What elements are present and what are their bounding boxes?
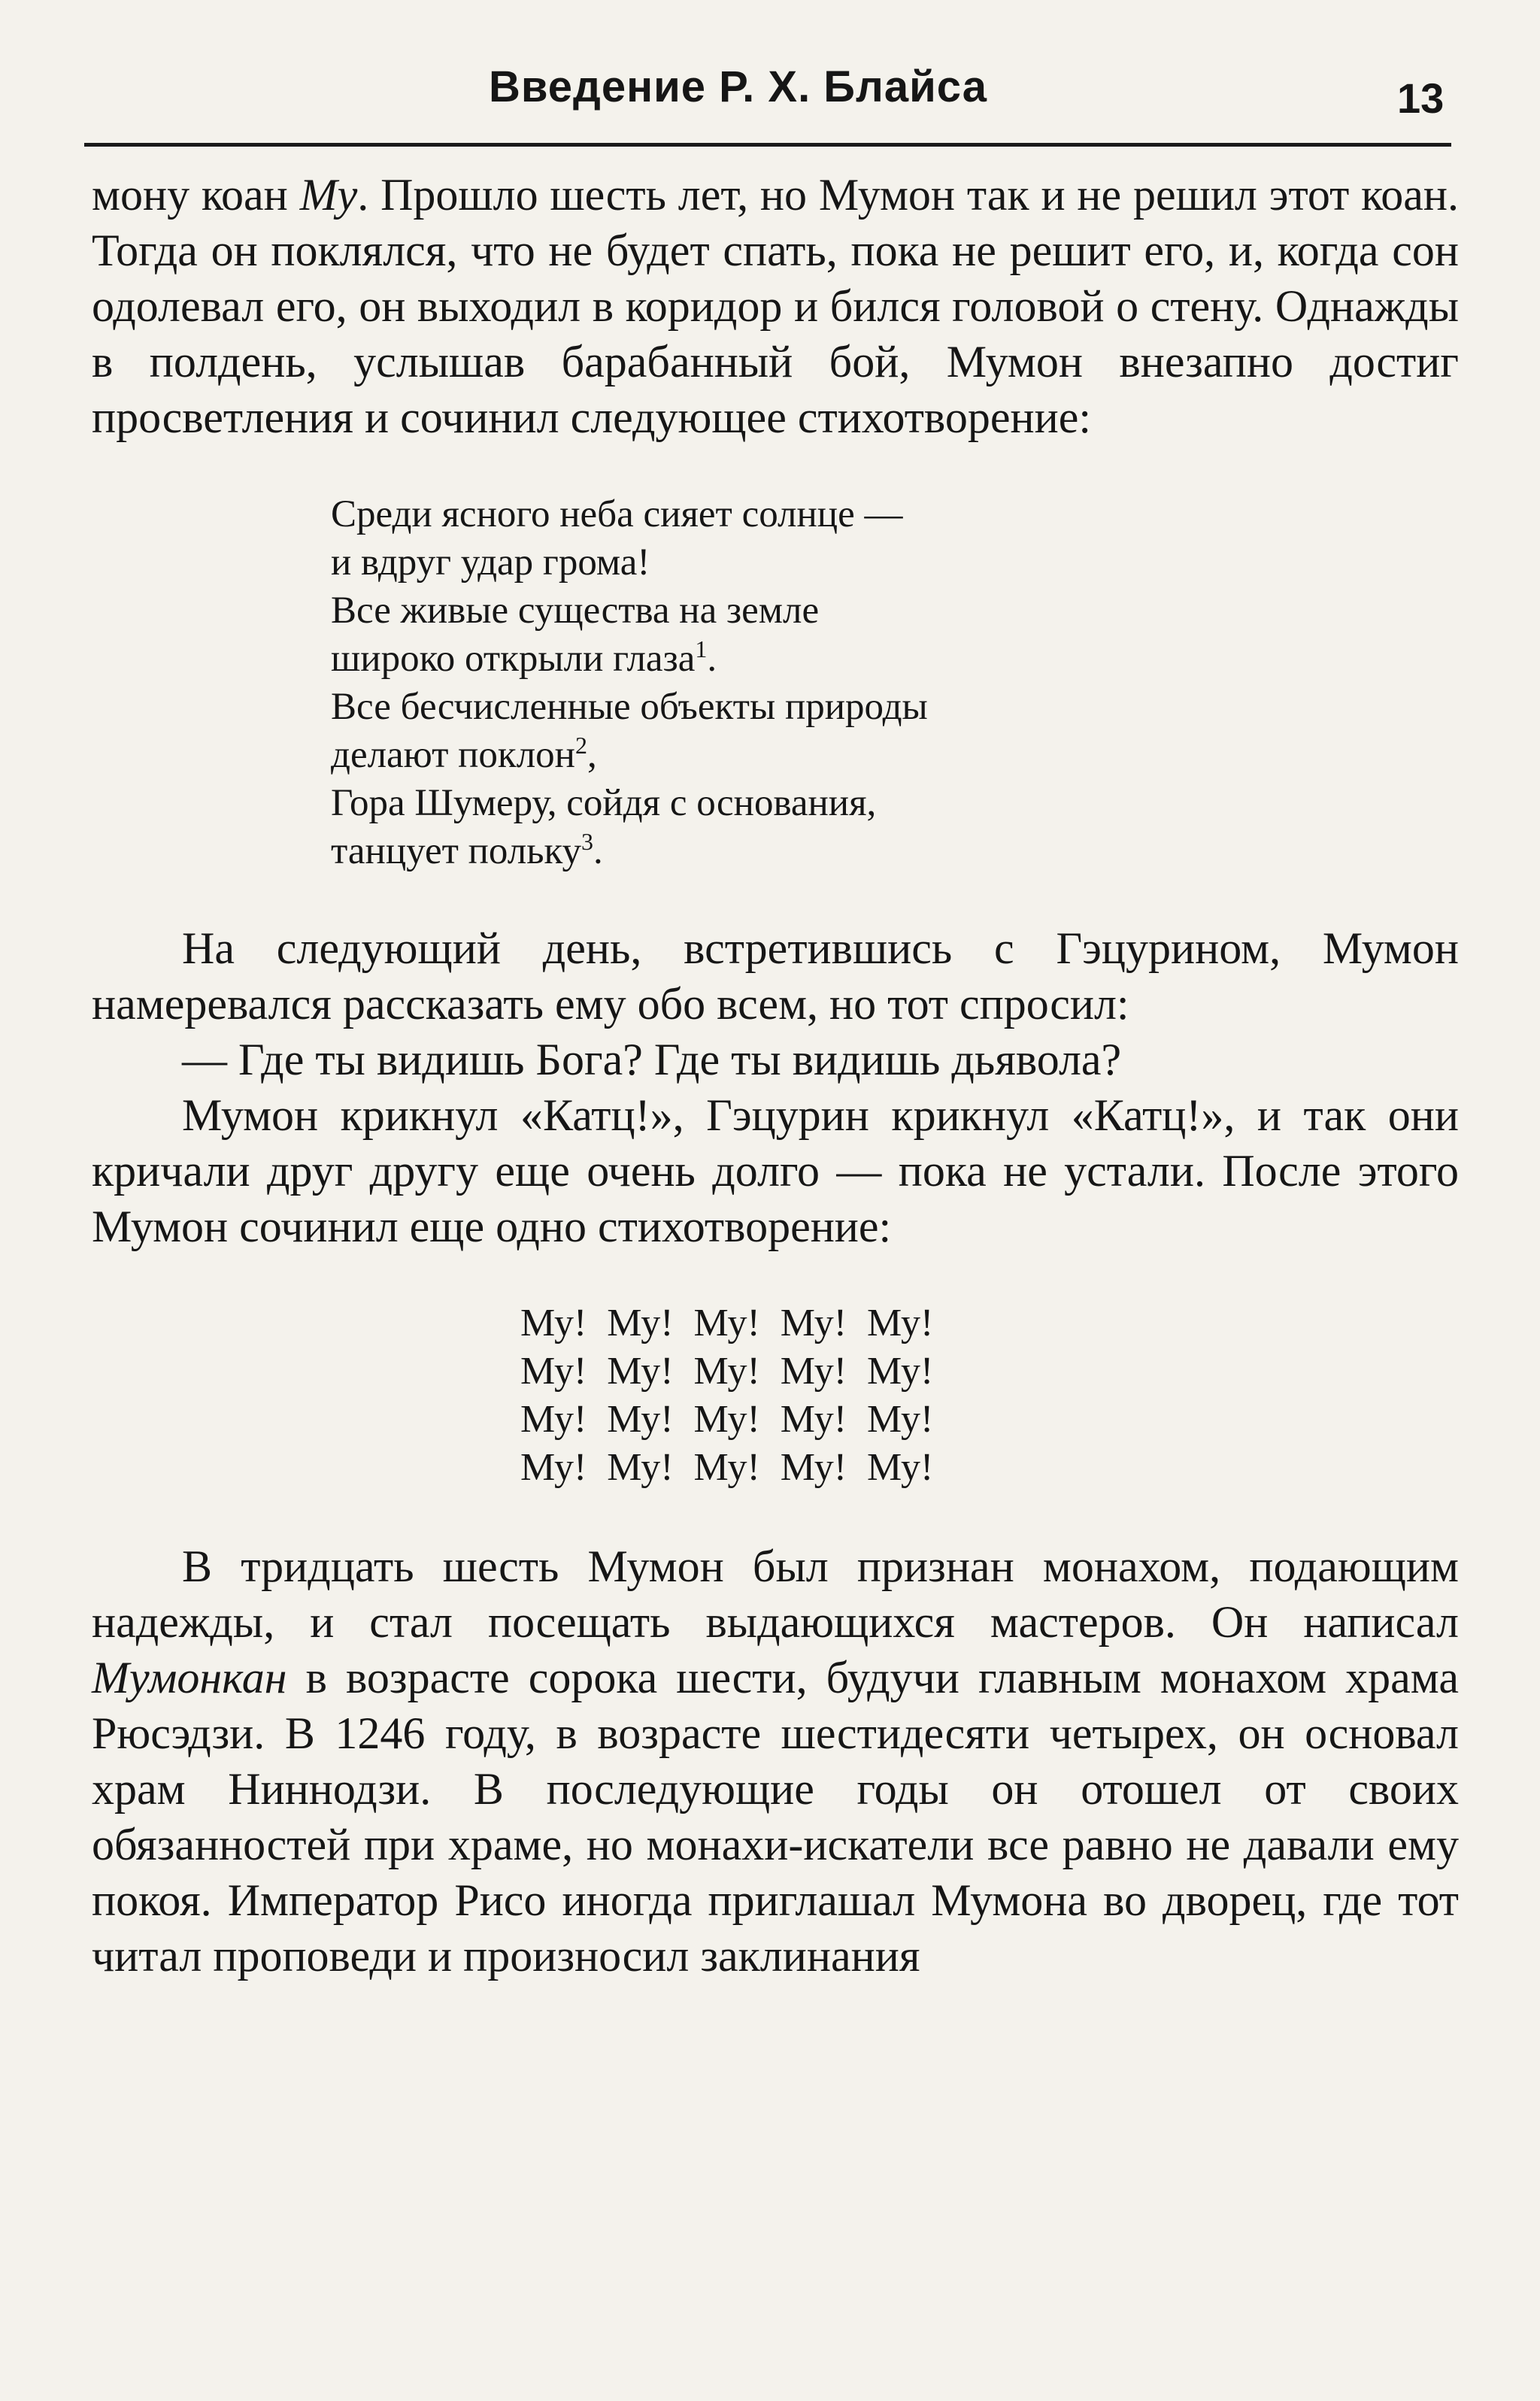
poem-1-line-text: танцует польку [331,830,582,872]
poem-2-line: Му! Му! Му! Му! Му! [520,1398,934,1441]
footnote-marker-2: 2 [574,732,587,759]
paragraph-2: На следующий день, встретившись с Гэцурином, Мумон намеревался рассказать ему обо всем, но тот спросил: [92,923,1459,1029]
poem-1 [331,490,1459,875]
footnote-marker-1: 1 [695,635,708,662]
poem-2-line: Му! Му! Му! Му! Му! [520,1446,934,1489]
paragraph-4: Мумон крикнул «Катц!», Гэцурин крикнул «Катц!», и так они кричали друг другу еще очень долго — пока не устали. После этого Мумон сочинил еще одно стихотворение: [92,1090,1459,1251]
poem-1-line: Среди ясного неба сияет солнце — [331,493,903,535]
poem-1-line [331,827,1459,875]
paragraph-3: — Где ты видишь Бога? Где ты видишь дьявола? [182,1035,1122,1084]
poem-2-line: Му! Му! Му! Му! Му! [520,1302,934,1344]
poem-1-line: и вдруг удар грома! [331,541,650,584]
paragraph-5-italic: Мумонкан [92,1653,287,1702]
poem-1-line [331,731,1459,779]
poem-2-line: Му! Му! Му! Му! Му! [520,1350,934,1393]
poem-1-line: Все бесчисленные объекты природы [331,686,928,728]
poem-1-line [331,635,1459,683]
poem-2 [520,1299,1459,1492]
poem-1-line-text: широко открыли глаза [331,638,696,680]
page-header [0,0,1540,150]
running-head: Введение Р. Х. Блайса [489,62,987,111]
poem-1-line: Все живые существа на земле [331,590,820,632]
poem-1-punct: . [593,830,603,872]
poem-1-line-text: делают поклон [331,734,575,776]
page-body [92,167,1459,1984]
paragraph-5-start: В тридцать шесть Мумон был признан монахом, подающим надежды, и стал посещать выдающихся мастеров. Он написал [92,1542,1459,1647]
footnote-marker-3: 3 [581,828,594,855]
paragraph-5-end: в возрасте сорока шести, будучи главным монахом храма Рюсэдзи. В 1246 году, в возрасте шестидесяти четырех, он основал храм Ниннодзи. В последующие годы он отошел от своих обязанностей при храме, но монахи-искатели все равно не давали ему покоя. Император Рисо иногда приглашал Мумона во дворец, где тот читал проповеди и произносил заклинания [92,1653,1459,1981]
paragraph-1 [92,167,1459,445]
paragraph-1-italic: Му [299,170,358,220]
paragraph-1-end: . Прошло шесть лет, но Мумон так и не решил этот коан. Тогда он поклялся, что не будет спать, пока не решит его, и, когда сон одолевал его, он выходил в коридор и бился головой о стену. Однажды в полдень, услышав барабанный бой, Мумон внезапно достиг просветления и сочинил следующее стихотворение: [92,170,1460,442]
page-number: 13 [1397,74,1445,122]
poem-1-line: Гора Шумеру, сойдя с основания, [331,782,877,824]
poem-1-punct: , [587,734,597,776]
paragraph-1-start: мону коан [92,170,300,220]
poem-1-punct: . [707,638,717,680]
paragraph-5 [92,1539,1459,1984]
header-rule [84,143,1451,147]
